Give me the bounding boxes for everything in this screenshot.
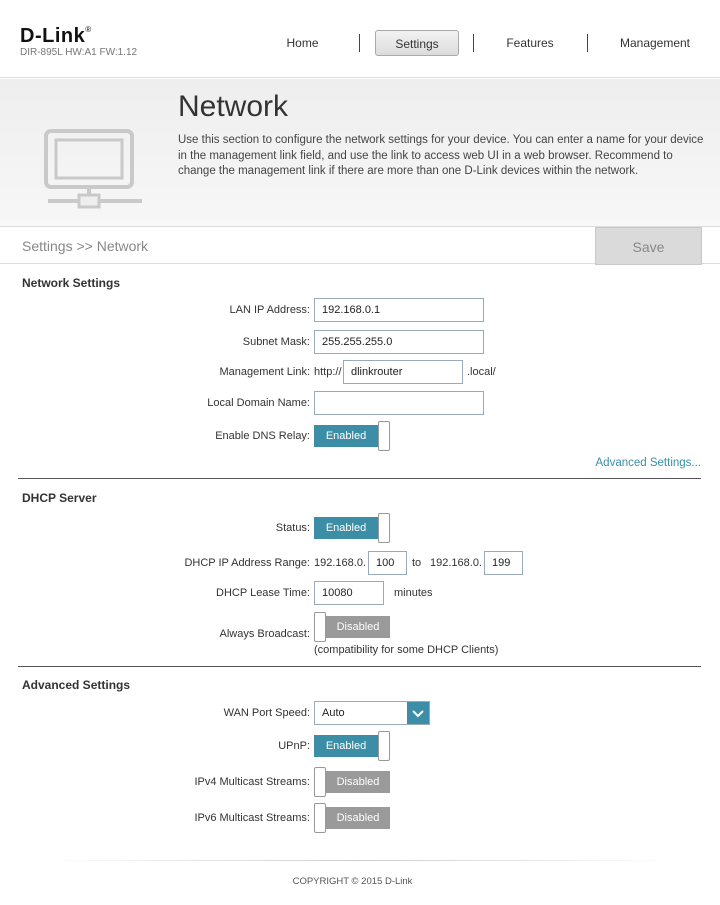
section-divider (18, 666, 701, 667)
always-broadcast-label: Always Broadcast: (219, 628, 310, 640)
dhcp-lease-input[interactable]: 10080 (314, 581, 384, 605)
footer-divider (40, 860, 680, 861)
dhcp-lease-label: DHCP Lease Time: (216, 587, 310, 599)
model-info: DIR-895L HW:A1 FW:1.12 (20, 47, 138, 58)
toggle-knob[interactable] (314, 803, 326, 833)
wan-port-speed-select[interactable] (314, 701, 430, 725)
advanced-settings-link[interactable]: Advanced Settings... (595, 457, 701, 469)
dns-relay-label: Enable DNS Relay: (215, 430, 310, 442)
page-title: Network (178, 90, 289, 123)
page-banner (0, 79, 720, 226)
toggle-knob[interactable] (378, 513, 390, 543)
section-title-network-settings: Network Settings (22, 276, 121, 290)
dhcp-range-end-input[interactable]: 199 (484, 551, 523, 575)
section-title-advanced-settings: Advanced Settings (22, 678, 131, 692)
management-link-input[interactable]: dlinkrouter (343, 360, 463, 384)
page-description: Use this section to configure the network settings for your device. You can enter a name for your device in the management link field, and use the link to access web UI in a web browser. Recommend to change the management link if there are more than one D-Link devices within the network. (178, 134, 704, 177)
breadcrumb-bar (0, 226, 720, 264)
dlink-logo[interactable]: D-Link® (20, 25, 92, 47)
dhcp-status-toggle[interactable] (314, 513, 390, 543)
ipv6-multicast-label: IPv6 Multicast Streams: (194, 812, 310, 824)
local-domain-input[interactable] (314, 391, 484, 415)
management-link-prefix: http:// (314, 366, 342, 378)
toggle-knob[interactable] (378, 421, 390, 451)
ipv4-multicast-label: IPv4 Multicast Streams: (194, 776, 310, 788)
dns-relay-toggle[interactable] (314, 421, 390, 451)
save-button[interactable]: Save (595, 227, 702, 265)
dhcp-status-state: Enabled (314, 517, 378, 539)
toggle-knob[interactable] (314, 612, 326, 642)
dhcp-range-label: DHCP IP Address Range: (184, 557, 310, 569)
breadcrumb: Settings >> Network (22, 238, 149, 254)
tab-home[interactable]: Home (286, 36, 319, 50)
always-broadcast-toggle[interactable] (314, 612, 390, 642)
lan-ip-input[interactable]: 192.168.0.1 (314, 298, 484, 322)
toggle-knob[interactable] (314, 767, 326, 797)
toggle-knob[interactable] (378, 731, 390, 761)
chevron-down-icon[interactable] (407, 702, 429, 724)
nav-separator (587, 34, 588, 52)
lan-ip-label: LAN IP Address: (229, 304, 310, 316)
upnp-toggle[interactable] (314, 731, 390, 761)
subnet-mask-label: Subnet Mask: (242, 336, 310, 348)
section-title-dhcp-server: DHCP Server (22, 491, 97, 505)
network-computer-icon (40, 129, 150, 214)
always-broadcast-state: Disabled (326, 616, 390, 638)
dns-relay-state: Enabled (314, 425, 378, 447)
local-domain-label: Local Domain Name: (207, 397, 310, 409)
ipv6-multicast-state: Disabled (326, 807, 390, 829)
wan-port-speed-value: Auto (322, 707, 345, 719)
management-link-suffix: .local/ (467, 366, 496, 378)
nav-separator (359, 34, 360, 52)
section-divider (18, 478, 701, 479)
upnp-label: UPnP: (278, 740, 310, 752)
dhcp-range-to: to (412, 557, 422, 569)
dhcp-range-end-prefix: 192.168.0. (430, 557, 482, 569)
dhcp-lease-unit: minutes (394, 587, 433, 599)
registered-mark: ® (85, 25, 92, 34)
tab-features[interactable]: Features (506, 36, 554, 50)
tab-settings[interactable]: Settings (375, 30, 459, 56)
dhcp-range-start-prefix: 192.168.0. (314, 557, 366, 569)
subnet-mask-input[interactable]: 255.255.255.0 (314, 330, 484, 354)
top-bar (0, 0, 720, 78)
dhcp-range-start-input[interactable]: 100 (368, 551, 407, 575)
copyright: COPYRIGHT © 2015 D-Link (292, 876, 413, 887)
always-broadcast-note: (compatibility for some DHCP Clients) (314, 644, 499, 656)
upnp-state: Enabled (314, 735, 378, 757)
ipv4-multicast-state: Disabled (326, 771, 390, 793)
tab-management[interactable]: Management (619, 36, 691, 50)
dhcp-status-label: Status: (275, 522, 310, 534)
ipv4-multicast-toggle[interactable] (314, 767, 390, 797)
wan-port-speed-label: WAN Port Speed: (223, 707, 310, 719)
ipv6-multicast-toggle[interactable] (314, 803, 390, 833)
management-link-label: Management Link: (219, 366, 310, 378)
nav-separator (473, 34, 474, 52)
